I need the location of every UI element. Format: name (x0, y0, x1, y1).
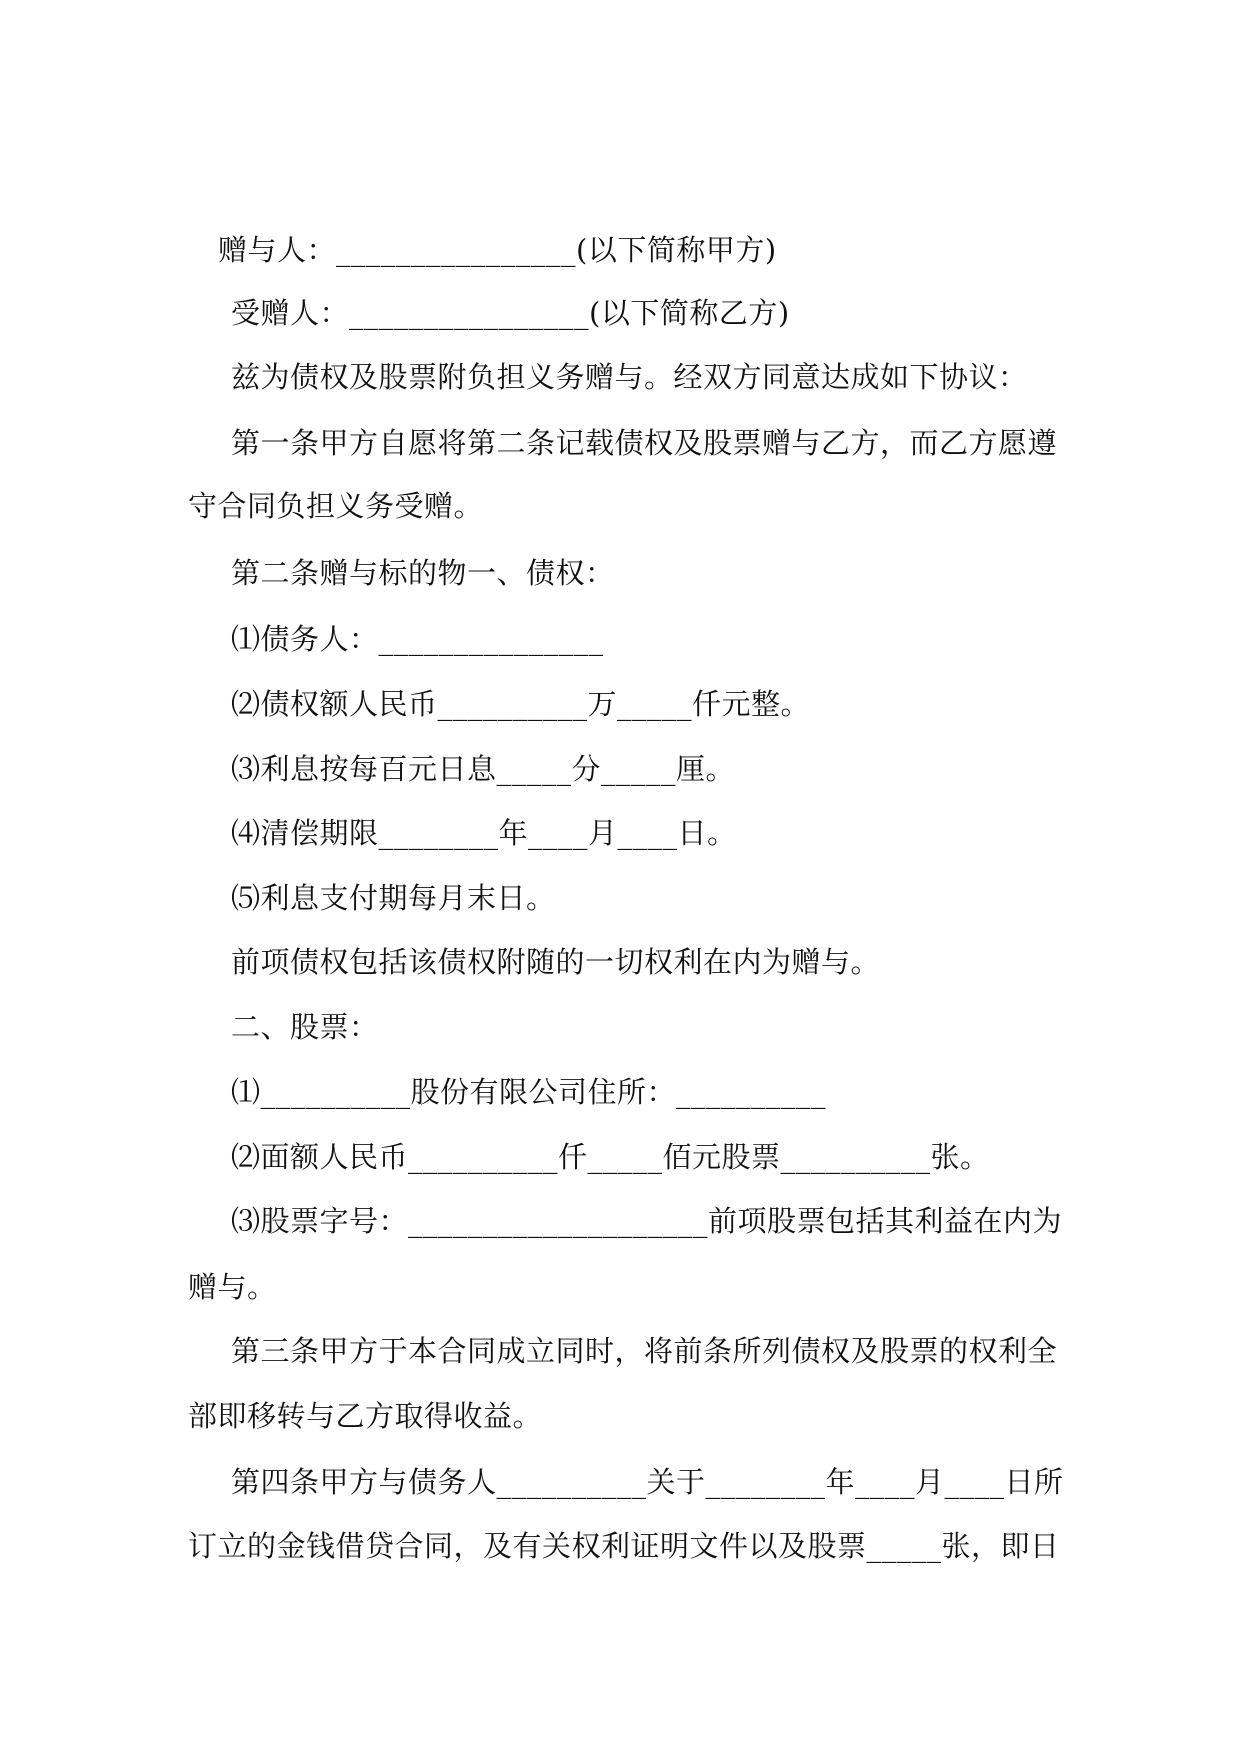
debt-item-5: ⑸利息支付期每月末日。 (231, 881, 556, 915)
recipient-line: 受赠人：________________(以下简称乙方) (231, 296, 790, 330)
debt-item-1: ⑴债务人：_______________ (231, 622, 604, 656)
stock-item-2: ⑵面额人民币__________仟_____佰元股票__________张。 (231, 1140, 990, 1174)
article-2-heading: 第二条赠与标的物一、债权： (231, 556, 615, 590)
debt-item-3: ⑶利息按每百元日息_____分_____厘。 (231, 752, 736, 786)
article-4-line-1: 第四条甲方与债务人__________关于________年____月____日所 (231, 1465, 1064, 1499)
stock-heading: 二、股票： (231, 1010, 379, 1044)
article-3-line-1: 第三条甲方于本合同成立同时，将前条所列债权及股票的权利全 (231, 1334, 1058, 1368)
stock-item-1: ⑴__________股份有限公司住所：__________ (231, 1075, 827, 1109)
donor-line: 赠与人：________________(以下简称甲方) (218, 233, 777, 267)
stock-item-3-line-2: 赠与。 (188, 1270, 277, 1304)
preamble-line: 兹为债权及股票附负担义务赠与。经双方同意达成如下协议： (231, 360, 1028, 394)
debt-item-4: ⑷清偿期限________年____月____日。 (231, 816, 737, 850)
article-1-line-2: 守合同负担义务受赠。 (188, 489, 484, 523)
stock-item-3-line-1: ⑶股票字号：____________________前项股票包括其利益在内为 (231, 1204, 1063, 1238)
article-1-line-1: 第一条甲方自愿将第二条记载债权及股票赠与乙方，而乙方愿遵 (231, 426, 1058, 460)
article-4-line-2: 订立的金钱借贷合同，及有关权利证明文件以及股票_____张，即日 (188, 1529, 1060, 1563)
debt-summary-line: 前项债权包括该债权附随的一切权利在内为赠与。 (231, 945, 881, 979)
debt-item-2: ⑵债权额人民币__________万_____仟元整。 (231, 687, 811, 721)
article-3-line-2: 部即移转与乙方取得收益。 (188, 1399, 543, 1433)
